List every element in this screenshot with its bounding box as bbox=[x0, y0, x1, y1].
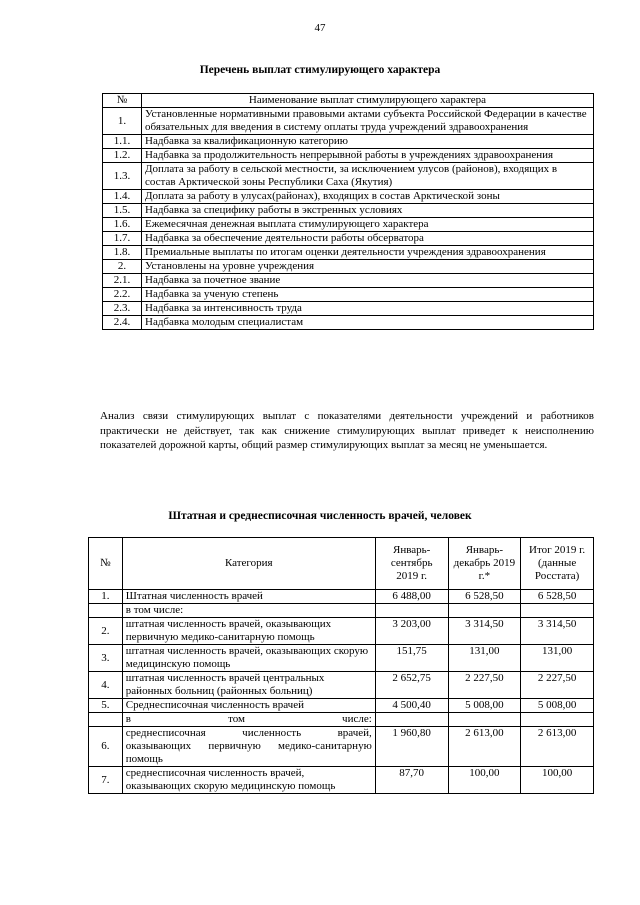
row-number: 7. bbox=[89, 767, 123, 794]
row-number: 1.2. bbox=[103, 149, 142, 163]
value-jan-dec: 2 227,50 bbox=[448, 672, 521, 699]
table-row bbox=[103, 149, 594, 163]
table-header-row bbox=[103, 94, 594, 108]
table-row bbox=[89, 618, 594, 645]
row-number: 1. bbox=[89, 590, 123, 604]
table1-title: Перечень выплат стимулирующего характера bbox=[199, 64, 441, 76]
table-header-row bbox=[89, 538, 594, 590]
table-row bbox=[103, 274, 594, 288]
page-number: 47 bbox=[314, 22, 326, 34]
payment-name: Ежемесячная денежная выплата стимулирующего характера bbox=[142, 218, 594, 232]
row-number: 1.5. bbox=[103, 204, 142, 218]
row-number: 4. bbox=[89, 672, 123, 699]
value-jan-dec: 3 314,50 bbox=[448, 618, 521, 645]
table-row bbox=[89, 590, 594, 604]
value-total bbox=[521, 713, 594, 727]
header-total-2019-rosstat: Итог 2019 г. (данные Росстата) bbox=[521, 538, 594, 590]
row-number: 5. bbox=[89, 699, 123, 713]
value-jan-dec: 100,00 bbox=[448, 767, 521, 794]
category: штатная численность врачей центральных районных больниц (районных больниц) bbox=[122, 672, 375, 699]
value-jan-sep bbox=[375, 604, 448, 618]
payment-name: Надбавка за интенсивность труда bbox=[142, 302, 594, 316]
payment-name: Надбавка за продолжительность непрерывной работы в учреждениях здравоохранения bbox=[142, 149, 594, 163]
table-row bbox=[89, 713, 594, 727]
category: Штатная численность врачей bbox=[122, 590, 375, 604]
category: Среднесписочная численность врачей bbox=[122, 699, 375, 713]
value-jan-sep: 87,70 bbox=[375, 767, 448, 794]
payment-name: Доплата за работу в сельской местности, за исключением улусов (районов), входящих в состав Арктической зоны Республики Саха (Якутия) bbox=[142, 163, 594, 190]
row-number bbox=[89, 604, 123, 618]
table-row bbox=[103, 316, 594, 330]
category: в том числе: bbox=[122, 604, 375, 618]
value-total: 2 613,00 bbox=[521, 727, 594, 767]
row-number: 1.8. bbox=[103, 246, 142, 260]
value-jan-dec: 5 008,00 bbox=[448, 699, 521, 713]
value-total: 2 227,50 bbox=[521, 672, 594, 699]
header-category: Категория bbox=[122, 538, 375, 590]
row-number: 1. bbox=[103, 108, 142, 135]
value-jan-sep bbox=[375, 713, 448, 727]
payment-name: Надбавка за почетное звание bbox=[142, 274, 594, 288]
payment-name: Надбавка за ученую степень bbox=[142, 288, 594, 302]
row-number: 2.1. bbox=[103, 274, 142, 288]
value-jan-dec: 131,00 bbox=[448, 645, 521, 672]
row-number: 2. bbox=[103, 260, 142, 274]
payment-name: Премиальные выплаты по итогам оценки деятельности учреждения здравоохранения bbox=[142, 246, 594, 260]
payment-name: Надбавка за обеспечение деятельности работы обсерватора bbox=[142, 232, 594, 246]
header-number: № bbox=[103, 94, 142, 108]
payment-name: Надбавка молодым специалистам bbox=[142, 316, 594, 330]
category: в том числе: bbox=[122, 713, 375, 727]
value-jan-sep: 6 488,00 bbox=[375, 590, 448, 604]
table-row bbox=[89, 699, 594, 713]
table-row bbox=[89, 604, 594, 618]
value-total bbox=[521, 604, 594, 618]
table-row bbox=[103, 108, 594, 135]
incentive-payments-table bbox=[102, 93, 594, 330]
table-row bbox=[89, 645, 594, 672]
payment-name: Надбавка за квалификационную категорию bbox=[142, 135, 594, 149]
table-row bbox=[103, 135, 594, 149]
payment-name: Установленные нормативными правовыми актами субъекта Российской Федерации в качестве обязательных для введения в систему оплаты труда учреждений здравоохранения bbox=[142, 108, 594, 135]
table-row bbox=[103, 190, 594, 204]
header-payment-name: Наименование выплат стимулирующего характера bbox=[142, 94, 594, 108]
row-number: 3. bbox=[89, 645, 123, 672]
payment-name: Установлены на уровне учреждения bbox=[142, 260, 594, 274]
value-total: 6 528,50 bbox=[521, 590, 594, 604]
row-number: 1.1. bbox=[103, 135, 142, 149]
table-row bbox=[89, 727, 594, 767]
category: среднесписочная численность врачей, оказывающих первичную медико-санитарную помощь bbox=[122, 727, 375, 767]
category: штатная численность врачей, оказывающих скорую медицинскую помощь bbox=[122, 645, 375, 672]
table-row bbox=[103, 302, 594, 316]
row-number bbox=[89, 713, 123, 727]
value-jan-sep: 2 652,75 bbox=[375, 672, 448, 699]
row-number: 2.2. bbox=[103, 288, 142, 302]
table2-title: Штатная и среднесписочная численность врачей, человек bbox=[168, 510, 472, 522]
row-number: 1.6. bbox=[103, 218, 142, 232]
value-total: 131,00 bbox=[521, 645, 594, 672]
analysis-paragraph: Анализ связи стимулирующих выплат с показателями деятельности учреждений и работников практически не действует, так как снижение стимулирующих выплат приведет к неисполнению показателей дорожной карты, общий размер стимулирующих выплат за месяц не уменьшается. bbox=[100, 410, 594, 451]
row-number: 1.3. bbox=[103, 163, 142, 190]
row-number: 1.7. bbox=[103, 232, 142, 246]
payment-name: Доплата за работу в улусах(районах), входящих в состав Арктической зоны bbox=[142, 190, 594, 204]
value-total: 100,00 bbox=[521, 767, 594, 794]
value-jan-dec bbox=[448, 604, 521, 618]
value-jan-sep: 1 960,80 bbox=[375, 727, 448, 767]
value-jan-sep: 151,75 bbox=[375, 645, 448, 672]
value-total: 5 008,00 bbox=[521, 699, 594, 713]
table-row bbox=[103, 288, 594, 302]
row-number: 1.4. bbox=[103, 190, 142, 204]
value-jan-sep: 3 203,00 bbox=[375, 618, 448, 645]
table-row bbox=[103, 232, 594, 246]
table-row bbox=[103, 260, 594, 274]
header-jan-sep-2019: Январь-сентябрь 2019 г. bbox=[375, 538, 448, 590]
table-row bbox=[103, 163, 594, 190]
payment-name: Надбавка за специфику работы в экстренных условиях bbox=[142, 204, 594, 218]
header-number: № bbox=[89, 538, 123, 590]
table-row bbox=[89, 767, 594, 794]
header-jan-dec-2019: Январь-декабрь 2019 г.* bbox=[448, 538, 521, 590]
category: штатная численность врачей, оказывающих первичную медико-санитарную помощь bbox=[122, 618, 375, 645]
table-row bbox=[103, 204, 594, 218]
row-number: 2.3. bbox=[103, 302, 142, 316]
value-jan-dec bbox=[448, 713, 521, 727]
row-number: 2.4. bbox=[103, 316, 142, 330]
table-row bbox=[89, 672, 594, 699]
value-jan-dec: 2 613,00 bbox=[448, 727, 521, 767]
value-jan-dec: 6 528,50 bbox=[448, 590, 521, 604]
table-row bbox=[103, 218, 594, 232]
row-number: 2. bbox=[89, 618, 123, 645]
category: среднесписочная численность врачей, оказывающих скорую медицинскую помощь bbox=[122, 767, 375, 794]
value-jan-sep: 4 500,40 bbox=[375, 699, 448, 713]
table-row bbox=[103, 246, 594, 260]
doctors-headcount-table bbox=[88, 537, 594, 794]
value-total: 3 314,50 bbox=[521, 618, 594, 645]
row-number: 6. bbox=[89, 727, 123, 767]
